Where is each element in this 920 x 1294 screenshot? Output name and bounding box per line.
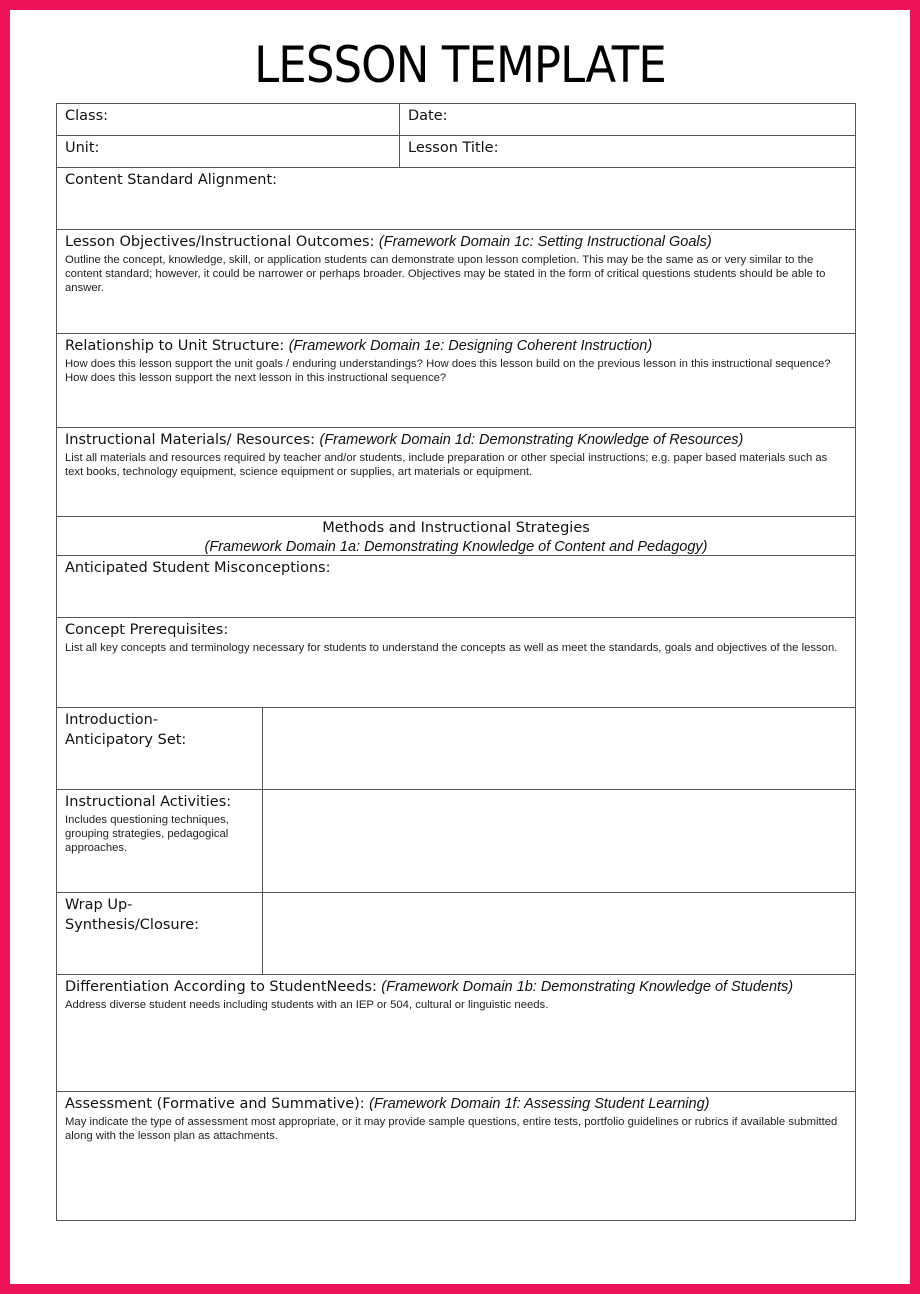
lesson-title-label: Lesson Title: bbox=[408, 140, 499, 156]
assessment-description: May indicate the type of assessment most appropriate, or it may provide sample questions, entire tests, portfolio guidelines or rubrics if available submitted along with the lesson plan as attachments. bbox=[65, 1116, 838, 1142]
misconceptions-section[interactable] bbox=[57, 556, 855, 618]
wrapup-label-line2: Synthesis/Closure: bbox=[65, 917, 200, 933]
relationship-label: Relationship to Unit Structure: bbox=[65, 338, 285, 354]
content-standard-label: Content Standard Alignment: bbox=[65, 172, 278, 188]
objectives-description: Outline the concept, knowledge, skill, or application students can demonstrate upon lesson completion. This may be the same as or very similar to the content standard; however, it could be narrower or perhaps broader. Objectives may be stated in the form of critical questions students should be able to answer. bbox=[65, 254, 826, 294]
methods-domain: (Framework Domain 1a: Demonstrating Knowledge of Content and Pedagogy) bbox=[204, 539, 708, 555]
page-title: LESSON TEMPLATE bbox=[254, 36, 666, 94]
assessment-domain: (Framework Domain 1f: Assessing Student Learning) bbox=[369, 1096, 710, 1112]
materials-section[interactable] bbox=[57, 428, 855, 517]
unit-title-row bbox=[57, 136, 855, 168]
lesson-form bbox=[56, 103, 856, 1221]
materials-label: Instructional Materials/ Resources: bbox=[65, 432, 316, 448]
assessment-label: Assessment (Formative and Summative): bbox=[65, 1096, 365, 1112]
unit-label: Unit: bbox=[65, 140, 100, 156]
activities-description: Includes questioning techniques, grouping strategies, pedagogical approaches. bbox=[65, 814, 229, 854]
class-field[interactable] bbox=[57, 104, 400, 135]
activities-row bbox=[57, 790, 855, 893]
activities-field[interactable] bbox=[263, 790, 855, 892]
unit-field[interactable] bbox=[57, 136, 400, 167]
relationship-section[interactable] bbox=[57, 334, 855, 428]
wrapup-label-line1: Wrap Up- bbox=[65, 897, 133, 913]
prerequisites-label: Concept Prerequisites: bbox=[65, 622, 229, 638]
materials-description: List all materials and resources required by teacher and/or students, include preparation or other special instructions; e.g. paper based materials such as text books, technology equipment, science equipment or supplies, art materials or equipment. bbox=[65, 452, 828, 478]
wrapup-field[interactable] bbox=[263, 893, 855, 974]
prerequisites-description: List all key concepts and terminology necessary for students to understand the concepts as well as meet the standards, goals and objectives of the lesson. bbox=[65, 642, 838, 654]
content-standard-section[interactable] bbox=[57, 168, 855, 230]
date-field[interactable] bbox=[400, 104, 855, 135]
introduction-label-line1: Introduction- bbox=[65, 712, 159, 728]
wrapup-row bbox=[57, 893, 855, 975]
introduction-field[interactable] bbox=[263, 708, 855, 789]
lesson-title-field[interactable] bbox=[400, 136, 855, 167]
introduction-label-line2: Anticipatory Set: bbox=[65, 732, 187, 748]
objectives-section[interactable] bbox=[57, 230, 855, 334]
assessment-section[interactable] bbox=[57, 1092, 855, 1220]
differentiation-label: Differentiation According to StudentNeeds: bbox=[65, 979, 377, 995]
activities-label-cell bbox=[57, 790, 263, 892]
differentiation-description: Address diverse student needs including students with an IEP or 504, cultural or linguistic needs. bbox=[65, 999, 549, 1011]
introduction-label-cell bbox=[57, 708, 263, 789]
objectives-label: Lesson Objectives/Instructional Outcomes: bbox=[65, 234, 375, 250]
class-date-row bbox=[57, 104, 855, 136]
differentiation-section[interactable] bbox=[57, 975, 855, 1092]
relationship-description: How does this lesson support the unit goals / enduring understandings? How does this lesson build on the previous lesson in this instructional sequence? How does this lesson support the next lesson in this instructional sequence? bbox=[65, 358, 831, 384]
methods-header bbox=[57, 517, 855, 556]
wrapup-label-cell bbox=[57, 893, 263, 974]
activities-label: Instructional Activities: bbox=[65, 794, 232, 810]
differentiation-domain: (Framework Domain 1b: Demonstrating Knowledge of Students) bbox=[381, 979, 794, 995]
date-label: Date: bbox=[408, 108, 448, 124]
objectives-domain: (Framework Domain 1c: Setting Instructional Goals) bbox=[378, 234, 712, 250]
misconceptions-label: Anticipated Student Misconceptions: bbox=[65, 560, 331, 576]
introduction-row bbox=[57, 708, 855, 790]
prerequisites-section[interactable] bbox=[57, 618, 855, 708]
materials-domain: (Framework Domain 1d: Demonstrating Knowledge of Resources) bbox=[319, 432, 744, 448]
class-label: Class: bbox=[65, 108, 109, 124]
relationship-domain: (Framework Domain 1e: Designing Coherent Instruction) bbox=[288, 338, 653, 354]
methods-label: Methods and Instructional Strategies bbox=[322, 520, 590, 536]
